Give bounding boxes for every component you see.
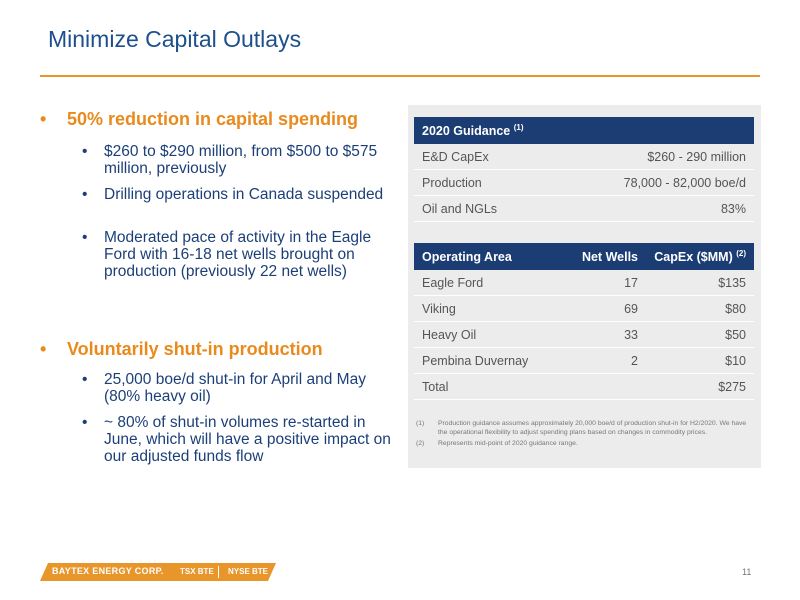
cell-wells: 33 bbox=[560, 322, 646, 348]
footnotes bbox=[416, 419, 756, 450]
bullet-dot-icon: • bbox=[82, 414, 88, 431]
row-label: E&D CapEx bbox=[414, 144, 549, 170]
col-header-capex bbox=[646, 243, 754, 270]
guidance-table bbox=[414, 117, 754, 222]
bullet-dot-icon: • bbox=[82, 143, 88, 160]
footnote-number: (1) bbox=[416, 420, 425, 427]
footnote-ref: (1) bbox=[513, 122, 524, 132]
footnote-ref: (2) bbox=[736, 248, 746, 258]
col-header-capex-label: CapEx ($MM) bbox=[654, 250, 733, 265]
table-row-total bbox=[414, 374, 754, 400]
bullet-dot-icon: • bbox=[82, 186, 88, 203]
col-header-area: Operating Area bbox=[414, 243, 560, 270]
bullet-heading: 50% reduction in capital spending bbox=[67, 109, 359, 129]
bullet-dot-icon: • bbox=[82, 229, 88, 246]
row-value: 78,000 - 82,000 boe/d bbox=[549, 170, 754, 196]
cell-wells: 2 bbox=[560, 348, 646, 374]
nyse-ticker: NYSE BTE bbox=[228, 566, 269, 576]
footnote-text: Production guidance assumes approximately 20,000 boe/d of production shut-in for H2/2020. We have the operational flexibility to adjust spending plans based on changes in commodity prices. bbox=[438, 420, 747, 436]
sub-bullet-text: 25,000 boe/d shut-in for April and May (80% heavy oil) bbox=[104, 371, 366, 405]
sub-bullet-text: ~ 80% of shut-in volumes re-started in June, which will have a positive impact on our adjusted funds flow bbox=[104, 414, 391, 465]
cell-capex: $80 bbox=[646, 296, 754, 322]
operating-table bbox=[414, 243, 754, 400]
cell-capex: $275 bbox=[646, 374, 754, 400]
cell-area: Heavy Oil bbox=[414, 322, 560, 348]
cell-area: Total bbox=[414, 374, 560, 400]
bullet-dot-icon: • bbox=[40, 109, 47, 129]
footer-brand-bar bbox=[40, 563, 276, 581]
table-row bbox=[414, 322, 754, 348]
table-row bbox=[414, 348, 754, 374]
cell-area: Viking bbox=[414, 296, 560, 322]
sub-bullet-text: $260 to $290 million, from $500 to $575 million, previously bbox=[104, 143, 378, 177]
cell-capex: $10 bbox=[646, 348, 754, 374]
page-number: 11 bbox=[742, 567, 752, 577]
row-label: Oil and NGLs bbox=[414, 196, 549, 222]
cell-area: Eagle Ford bbox=[414, 270, 560, 296]
tsx-ticker: TSX BTE bbox=[180, 566, 214, 576]
sub-bullet-text: Moderated pace of activity in the Eagle Ford with 16-18 net wells brought on production (previously 22 net wells) bbox=[104, 229, 372, 280]
table-row bbox=[414, 196, 754, 222]
table-row bbox=[414, 144, 754, 170]
footnote-number: (2) bbox=[416, 440, 425, 447]
col-header-wells: Net Wells bbox=[560, 243, 646, 270]
guidance-panel bbox=[408, 105, 761, 468]
bullet-dot-icon: • bbox=[82, 371, 88, 388]
table-row bbox=[414, 296, 754, 322]
company-name: BAYTEX ENERGY CORP. bbox=[52, 566, 164, 576]
cell-capex: $50 bbox=[646, 322, 754, 348]
footnote-text: Represents mid-point of 2020 guidance range. bbox=[438, 440, 578, 447]
table-row bbox=[414, 270, 754, 296]
bullet-dot-icon: • bbox=[40, 339, 47, 359]
cell-capex: $135 bbox=[646, 270, 754, 296]
cell-wells: 69 bbox=[560, 296, 646, 322]
ticker-divider bbox=[218, 566, 219, 578]
cell-wells: 17 bbox=[560, 270, 646, 296]
cell-area: Pembina Duvernay bbox=[414, 348, 560, 374]
row-value: $260 - 290 million bbox=[549, 144, 754, 170]
row-value: 83% bbox=[549, 196, 754, 222]
bullet-heading: Voluntarily shut-in production bbox=[67, 339, 323, 359]
slide-title: Minimize Capital Outlays bbox=[48, 26, 302, 52]
guidance-header-label: 2020 Guidance bbox=[422, 124, 511, 139]
sub-bullet-text: Drilling operations in Canada suspended bbox=[104, 186, 384, 203]
cell-wells bbox=[560, 374, 646, 400]
table-row bbox=[414, 170, 754, 196]
footnote bbox=[416, 439, 756, 448]
row-label: Production bbox=[414, 170, 549, 196]
title-divider bbox=[40, 75, 760, 77]
footnote bbox=[416, 419, 756, 437]
guidance-header bbox=[414, 117, 754, 144]
